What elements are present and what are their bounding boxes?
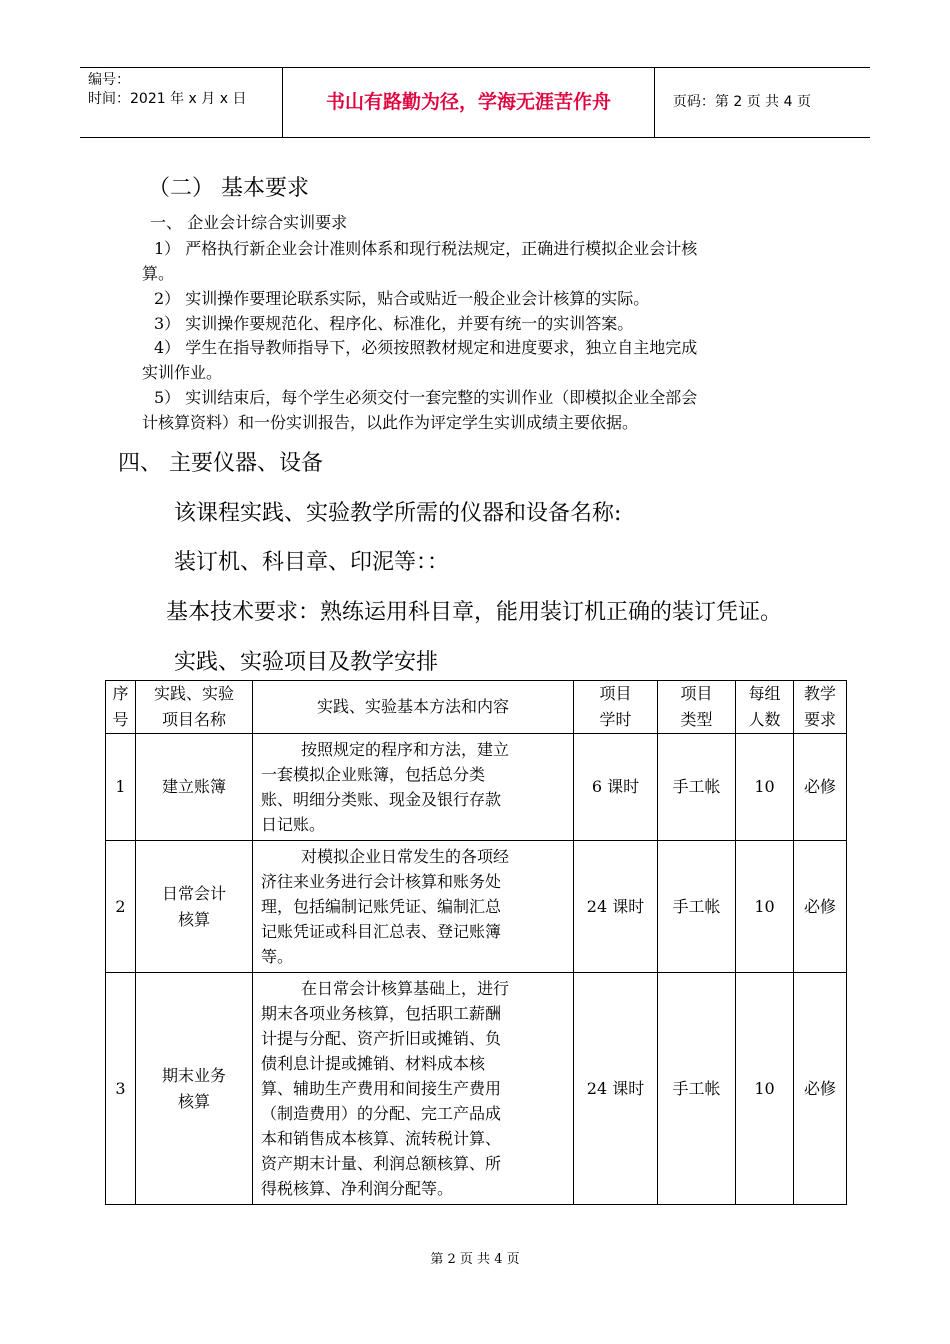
row-name-line1: 期末业务 — [161, 1065, 226, 1085]
row-content — [253, 841, 574, 973]
table-row — [106, 734, 847, 841]
content-line: 对模拟企业日常发生的各项经 — [301, 847, 510, 866]
row-content — [253, 734, 574, 841]
row-name-line2: 核算 — [177, 1091, 210, 1111]
row-name — [136, 973, 253, 1205]
code-label: 编号： — [88, 72, 130, 88]
header-type-line2: 类型 — [680, 710, 713, 729]
header-req — [794, 681, 847, 734]
content-line: 得税核算、净利润分配等。 — [261, 1179, 454, 1198]
date-label: 时间：2021 年 x 月 x 日 — [88, 91, 247, 107]
content-line: 在日常会计核算基础上，进行 — [301, 979, 510, 998]
row-type: 手工帐 — [658, 841, 736, 973]
header-page-number — [664, 68, 870, 137]
content-line: 资产期末计量、利润总额核算、所 — [261, 1154, 502, 1173]
row-req: 必修 — [794, 734, 847, 841]
row-no: 3 — [106, 973, 136, 1205]
requirement-item-3: 3） 实训操作要规范化、程序化、标准化，并要有统一的实训答案。 — [154, 314, 634, 333]
content-line: 算、辅助生产费用和间接生产费用 — [261, 1079, 502, 1098]
header-hours — [574, 681, 658, 734]
header-hours-line2: 学时 — [599, 710, 632, 729]
header-group-line1: 每组 — [748, 684, 781, 703]
content-line: 本和销售成本核算、流转税计算、 — [261, 1129, 502, 1148]
row-name-line2: 核算 — [177, 909, 210, 929]
header-no-line1: 序 — [112, 684, 129, 703]
content-line: 等。 — [261, 947, 294, 966]
requirement-item-4: 4） 学生在指导教师指导下，必须按照教材规定和进度要求，独立自主地完成 — [154, 338, 698, 357]
equipment-paragraph-2: 装订机、科目章、印泥等：： — [174, 550, 450, 575]
header-hours-line1: 项目 — [599, 684, 632, 703]
row-group: 10 — [736, 973, 794, 1205]
requirement-item-5: 5） 实训结束后，每个学生必须交付一套完整的实训作业（即模拟企业全部会 — [154, 388, 698, 407]
row-hours: 6 课时 — [574, 734, 658, 841]
content-line: 日记账。 — [261, 815, 326, 834]
header-group-line2: 人数 — [748, 710, 781, 729]
header-no — [106, 681, 136, 734]
row-content — [253, 973, 574, 1205]
header-name-line1: 实践、实验 — [153, 684, 234, 703]
content-line: 济往来业务进行会计核算和账务处 — [261, 872, 502, 891]
content-line: 理，包括编制记账凭证、编制汇总 — [261, 897, 502, 916]
page-header — [80, 67, 870, 138]
row-name — [136, 841, 253, 973]
schedule-heading: 实践、实验项目及教学安排 — [174, 650, 439, 675]
section-basic-subtitle: 一、 企业会计综合实训要求 — [150, 213, 348, 232]
row-no: 2 — [106, 841, 136, 973]
header-name-line2: 项目名称 — [161, 710, 226, 729]
section-basic-title: （二） 基本要求 — [148, 176, 309, 201]
header-motto: 书山有路勤为径，学海无涯苦作舟 — [283, 68, 655, 137]
requirement-item-5-cont: 计核算资料）和一份实训报告，以此作为评定学生实训成绩主要依据。 — [142, 413, 639, 432]
content-line: 按照规定的程序和方法，建立 — [301, 740, 510, 759]
requirement-item-4-cont: 实训作业。 — [142, 363, 223, 382]
header-type-line1: 项目 — [680, 684, 713, 703]
row-no: 1 — [106, 734, 136, 841]
row-type: 手工帐 — [658, 973, 736, 1205]
equipment-paragraph-1: 该课程实践、实验教学所需的仪器和设备名称: — [174, 501, 622, 526]
row-req: 必修 — [794, 973, 847, 1205]
header-name — [136, 681, 253, 734]
header-group — [736, 681, 794, 734]
header-req-line1: 教学 — [803, 684, 836, 703]
content-line: 记账凭证或科目汇总表、登记账簿 — [261, 922, 502, 941]
requirement-item-1: 1） 严格执行新企业会计准则体系和现行税法规定，正确进行模拟企业会计核 — [154, 239, 698, 258]
schedule-table — [105, 680, 847, 1205]
section-equipment-title: 四、 主要仪器、设备 — [118, 451, 323, 476]
row-group: 10 — [736, 734, 794, 841]
table-row — [106, 973, 847, 1205]
requirement-item-1-cont: 算。 — [142, 264, 175, 283]
row-name: 建立账簿 — [136, 734, 253, 841]
row-type: 手工帐 — [658, 734, 736, 841]
table-row — [106, 841, 847, 973]
content-line: 期末各项业务核算，包括职工薪酬 — [261, 1004, 502, 1023]
header-type — [658, 681, 736, 734]
row-group: 10 — [736, 841, 794, 973]
row-name-line1: 日常会计 — [161, 883, 226, 903]
content-line: 一套模拟企业账簿，包括总分类 — [261, 765, 486, 784]
requirement-item-2: 2） 实训操作要理论联系实际，贴合或贴近一般企业会计核算的实际。 — [154, 289, 650, 308]
header-content: 实践、实验基本方法和内容 — [253, 681, 574, 734]
header-req-line2: 要求 — [803, 710, 836, 729]
content-line: 账、明细分类账、现金及银行存款 — [261, 790, 502, 809]
page-number-label: 页码：第 2 页 共 4 页 — [672, 94, 811, 110]
row-hours: 24 课时 — [574, 841, 658, 973]
page-footer: 第 2 页 共 4 页 — [430, 1252, 520, 1267]
table-header-row — [106, 681, 847, 734]
equipment-paragraph-3: 基本技术要求：熟练运用科目章，能用装订机正确的装订凭证。 — [166, 600, 783, 625]
header-no-line2: 号 — [112, 710, 129, 729]
content-line: 计提与分配、资产折旧或摊销、负 — [261, 1029, 502, 1048]
content-line: （制造费用）的分配、完工产品成 — [261, 1104, 502, 1123]
row-req: 必修 — [794, 841, 847, 973]
row-hours: 24 课时 — [574, 973, 658, 1205]
content-line: 债利息计提或摊销、材料成本核 — [261, 1054, 486, 1073]
header-meta — [80, 68, 283, 137]
